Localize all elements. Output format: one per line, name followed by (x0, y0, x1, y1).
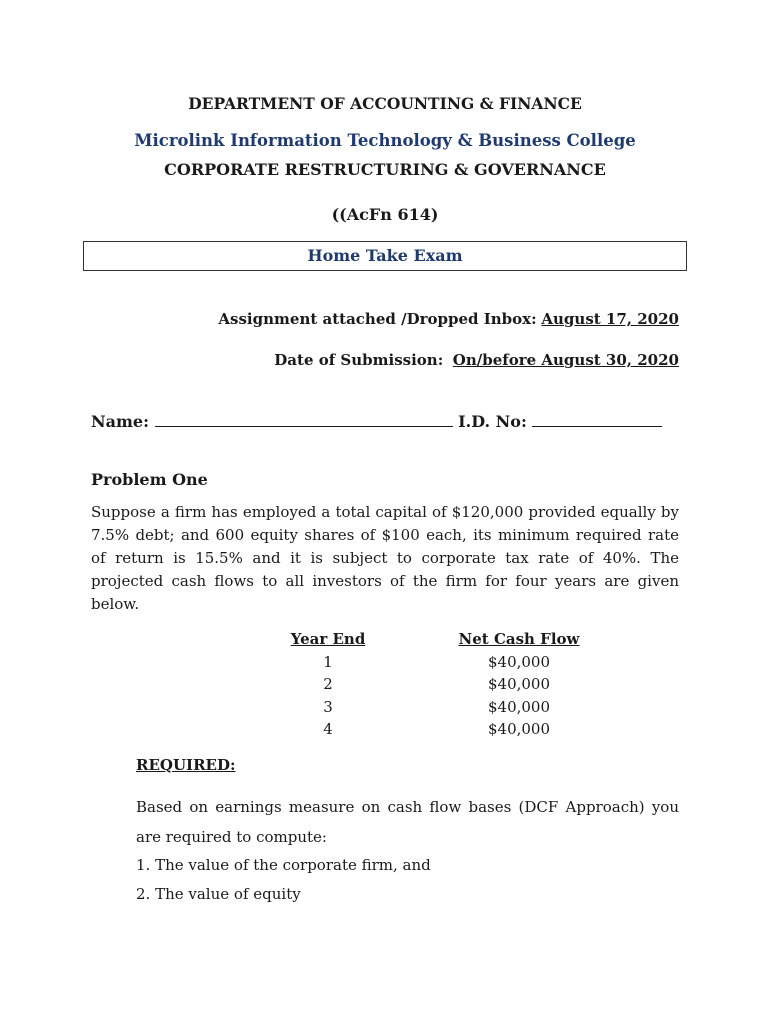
cash-flow-table (278, 628, 588, 741)
required-heading: REQUIRED: (136, 756, 236, 774)
cash-flow-cell: $40,000 (487, 720, 551, 739)
year-cell: 2 (323, 675, 333, 694)
assignment-date-value: August 17, 2020 (541, 310, 679, 328)
table-header-row (278, 628, 588, 651)
cash-flow-cell: $40,000 (487, 675, 551, 694)
year-cell: 3 (323, 697, 333, 716)
cash-flow-cell: $40,000 (487, 652, 551, 671)
exam-title: Home Take Exam (307, 246, 463, 265)
problem-text: Suppose a firm has employed a total capital of $120,000 provided equally by 7.5% debt; and 600 equity shares of $100 each, its minimum required rate of return is 15.5% and it is subject to corporate tax rate of 40%. The projected cash flows to all investors of the firm for four years are given below. (91, 503, 679, 613)
table-row (278, 651, 588, 674)
table-row (278, 718, 588, 741)
course-code: ((AcFn 614) (331, 205, 439, 224)
table-row (278, 673, 588, 696)
table-row (278, 696, 588, 719)
assignment-date-label: Assignment attached /Dropped Inbox: (218, 310, 537, 328)
column-gap (378, 628, 450, 651)
id-blank[interactable] (532, 412, 662, 427)
net-cash-flow-header: Net Cash Flow (458, 630, 580, 649)
year-end-header: Year End (290, 630, 366, 649)
department-heading: DEPARTMENT OF ACCOUNTING & FINANCE (188, 94, 582, 113)
year-cell: 1 (323, 652, 333, 671)
submission-date-value: On/before August 30, 2020 (452, 351, 679, 369)
required-text: Based on earnings measure on cash flow bases (DCF Approach) you are required to compute: (136, 798, 679, 846)
id-label: I.D. No: (458, 412, 527, 431)
college-heading: Microlink Information Technology & Business College (134, 131, 636, 150)
course-heading: CORPORATE RESTRUCTURING & GOVERNANCE (164, 160, 606, 179)
required-item-2: 2. The value of equity (136, 885, 301, 903)
submission-date-line (274, 351, 679, 369)
cash-flow-cell: $40,000 (487, 697, 551, 716)
assignment-date-line (218, 310, 679, 328)
identity-line (91, 412, 662, 431)
problem-title: Problem One (91, 470, 208, 489)
name-blank[interactable] (155, 412, 453, 427)
exam-title-box (83, 241, 687, 271)
name-label: Name: (91, 412, 150, 431)
required-item-1: 1. The value of the corporate firm, and (136, 856, 431, 874)
year-cell: 4 (323, 720, 333, 739)
submission-date-label: Date of Submission: (274, 351, 444, 369)
